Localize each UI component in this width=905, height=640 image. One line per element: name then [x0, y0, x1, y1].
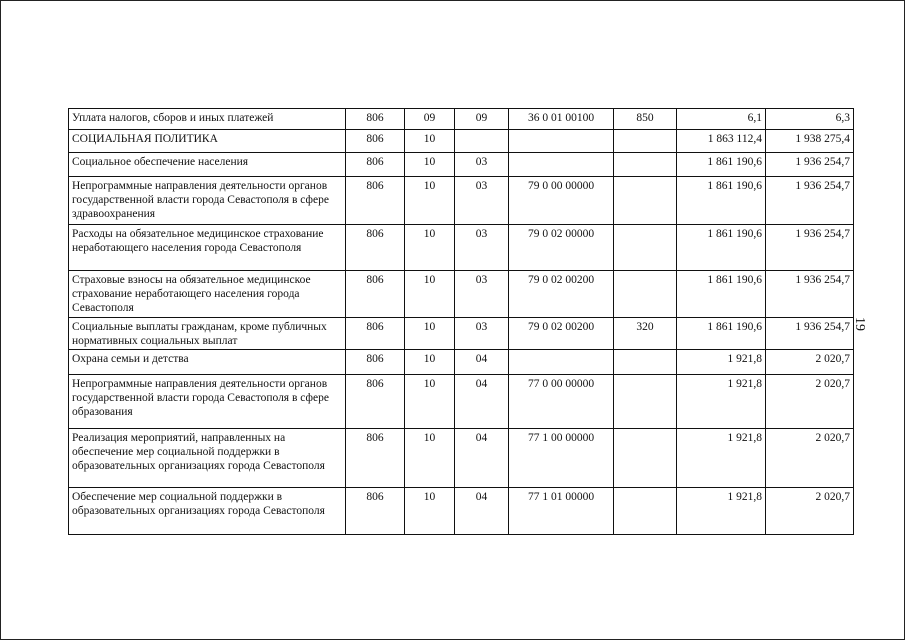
row-name: Реализация мероприятий, направленных на обеспечение мер социальной поддержки в образовательных организациях города Севастополя — [69, 429, 346, 488]
amount-year-1: 1 861 190,6 — [677, 177, 766, 225]
expense-type-code: 320 — [614, 318, 677, 350]
ministry-code: 806 — [346, 109, 405, 130]
table-row — [69, 429, 854, 488]
budget-table — [68, 108, 854, 535]
row-name: Страховые взносы на обязательное медицинское страхование неработающего населения города Севастополя — [69, 271, 346, 318]
amount-year-2: 6,3 — [766, 109, 854, 130]
target-code — [509, 350, 614, 375]
table-row — [69, 488, 854, 535]
subsection-code: 03 — [455, 271, 509, 318]
amount-year-1: 1 861 190,6 — [677, 225, 766, 271]
expense-type-code — [614, 429, 677, 488]
row-name: СОЦИАЛЬНАЯ ПОЛИТИКА — [69, 130, 346, 153]
expense-type-code — [614, 375, 677, 429]
amount-year-1: 1 861 190,6 — [677, 271, 766, 318]
ministry-code: 806 — [346, 350, 405, 375]
ministry-code: 806 — [346, 488, 405, 535]
table-row — [69, 130, 854, 153]
expense-type-code — [614, 225, 677, 271]
row-name: Социальное обеспечение населения — [69, 153, 346, 177]
row-name: Расходы на обязательное медицинское страхование неработающего населения города Севастополя — [69, 225, 346, 271]
table-row — [69, 225, 854, 271]
row-name: Непрограммные направления деятельности органов государственной власти города Севастополя в сфере образования — [69, 375, 346, 429]
subsection-code: 09 — [455, 109, 509, 130]
target-code — [509, 130, 614, 153]
section-code: 10 — [405, 488, 455, 535]
target-code: 79 0 00 00000 — [509, 177, 614, 225]
target-code: 36 0 01 00100 — [509, 109, 614, 130]
row-name: Охрана семьи и детства — [69, 350, 346, 375]
section-code: 10 — [405, 350, 455, 375]
row-name: Обеспечение мер социальной поддержки в образовательных организациях города Севастополя — [69, 488, 346, 535]
section-code: 10 — [405, 429, 455, 488]
amount-year-2: 1 936 254,7 — [766, 271, 854, 318]
amount-year-2: 1 936 254,7 — [766, 153, 854, 177]
table-row — [69, 350, 854, 375]
expense-type-code — [614, 488, 677, 535]
ministry-code: 806 — [346, 153, 405, 177]
row-name: Уплата налогов, сборов и иных платежей — [69, 109, 346, 130]
amount-year-1: 6,1 — [677, 109, 766, 130]
expense-type-code — [614, 130, 677, 153]
amount-year-1: 1 921,8 — [677, 375, 766, 429]
row-name: Непрограммные направления деятельности органов государственной власти города Севастополя в сфере здравоохранения — [69, 177, 346, 225]
table-row — [69, 318, 854, 350]
expense-type-code — [614, 350, 677, 375]
target-code: 79 0 02 00000 — [509, 225, 614, 271]
amount-year-1: 1 921,8 — [677, 488, 766, 535]
target-code: 77 1 00 00000 — [509, 429, 614, 488]
target-code: 77 0 00 00000 — [509, 375, 614, 429]
table-row — [69, 177, 854, 225]
table-row — [69, 271, 854, 318]
amount-year-2: 2 020,7 — [766, 429, 854, 488]
subsection-code — [455, 130, 509, 153]
section-code: 10 — [405, 375, 455, 429]
section-code: 10 — [405, 318, 455, 350]
table-row — [69, 153, 854, 177]
ministry-code: 806 — [346, 130, 405, 153]
amount-year-2: 1 936 254,7 — [766, 318, 854, 350]
expense-type-code — [614, 177, 677, 225]
amount-year-2: 2 020,7 — [766, 375, 854, 429]
subsection-code: 04 — [455, 375, 509, 429]
budget-table-body — [69, 109, 854, 535]
target-code: 79 0 02 00200 — [509, 271, 614, 318]
section-code: 10 — [405, 271, 455, 318]
subsection-code: 03 — [455, 177, 509, 225]
expense-type-code — [614, 271, 677, 318]
target-code — [509, 153, 614, 177]
subsection-code: 03 — [455, 225, 509, 271]
amount-year-1: 1 921,8 — [677, 429, 766, 488]
section-code: 10 — [405, 177, 455, 225]
ministry-code: 806 — [346, 177, 405, 225]
table-row — [69, 109, 854, 130]
row-name: Социальные выплаты гражданам, кроме публичных нормативных социальных выплат — [69, 318, 346, 350]
amount-year-2: 1 936 254,7 — [766, 177, 854, 225]
target-code: 77 1 01 00000 — [509, 488, 614, 535]
amount-year-2: 1 938 275,4 — [766, 130, 854, 153]
section-code: 10 — [405, 153, 455, 177]
ministry-code: 806 — [346, 429, 405, 488]
subsection-code: 04 — [455, 488, 509, 535]
amount-year-1: 1 861 190,6 — [677, 318, 766, 350]
expense-type-code: 850 — [614, 109, 677, 130]
subsection-code: 04 — [455, 350, 509, 375]
ministry-code: 806 — [346, 375, 405, 429]
amount-year-2: 1 936 254,7 — [766, 225, 854, 271]
amount-year-1: 1 863 112,4 — [677, 130, 766, 153]
amount-year-2: 2 020,7 — [766, 350, 854, 375]
amount-year-1: 1 921,8 — [677, 350, 766, 375]
amount-year-1: 1 861 190,6 — [677, 153, 766, 177]
subsection-code: 04 — [455, 429, 509, 488]
ministry-code: 806 — [346, 225, 405, 271]
section-code: 10 — [405, 130, 455, 153]
subsection-code: 03 — [455, 153, 509, 177]
subsection-code: 03 — [455, 318, 509, 350]
section-code: 09 — [405, 109, 455, 130]
amount-year-2: 2 020,7 — [766, 488, 854, 535]
section-code: 10 — [405, 225, 455, 271]
table-row — [69, 375, 854, 429]
ministry-code: 806 — [346, 318, 405, 350]
page-number: 19 — [852, 317, 867, 331]
ministry-code: 806 — [346, 271, 405, 318]
expense-type-code — [614, 153, 677, 177]
target-code: 79 0 02 00200 — [509, 318, 614, 350]
